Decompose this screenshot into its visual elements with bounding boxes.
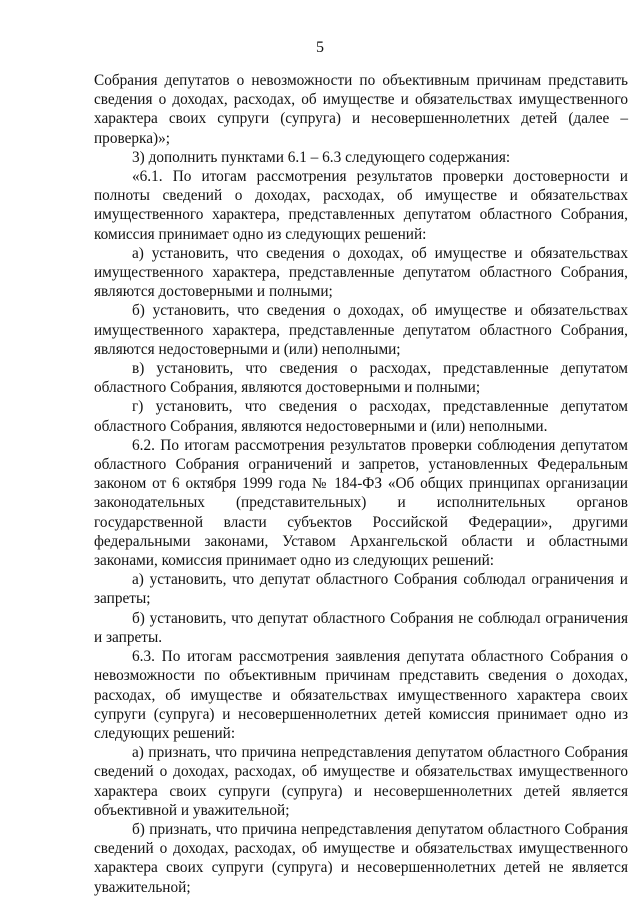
paragraph-6-2-a: а) установить, что депутат областного Собрания соблюдал ограничения и запреты; [94, 571, 628, 608]
paragraph-6-2: 6.2. По итогам рассмотрения результатов проверки соблюдения депутатом областного Собрания ограничений и запретов, установленных Федеральным законом от 6 октября 1999 года № 184-ФЗ «Об общих принципах организации законодательных (представительных) и исполнительных органов государственной власти субъектов Российской Федерации», другими федеральными законами, Уставом Архангельской области и областными законами, комиссия принимает одно из следующих решений: [94, 436, 628, 570]
paragraph-6-3-a: а) признать, что причина непредставления депутатом областного Собрания сведений о доходах, расходах, об имуществе и обязательствах имущественного характера своих супруги (супруга) и несовершеннолетних детей является объективной и уважительной; [94, 744, 628, 819]
paragraph-6-1-g: г) установить, что сведения о расходах, представленные депутатом областного Собрания, являются недостоверными и (или) неполными. [94, 398, 628, 435]
paragraph-6-3-b: б) признать, что причина непредставления депутатом областного Собрания сведений о доходах, расходах, об имуществе и обязательствах имущественного характера своих супруги (супруга) и несовершеннолетних детей не является уважительной; [94, 820, 628, 896]
document-body [94, 71, 628, 897]
paragraph-6-1: «6.1. По итогам рассмотрения результатов проверки достоверности и полноты сведений о доходах, расходах, об имуществе и обязательствах имущественного характера, представленных депутатом областного Собрания, комиссия принимает одно из следующих решений: [94, 168, 628, 243]
paragraph-6-1-a: а) установить, что сведения о доходах, об имуществе и обязательствах имущественного характера, представленные депутатом областного Собрания, являются достоверными и полными; [94, 244, 628, 301]
paragraph-6-3: 6.3. По итогам рассмотрения заявления депутата областного Собрания о невозможности по объективным причинам представить сведения о доходах, расходах, об имуществе и обязательствах имущественного характера своих супруги (супруга) и несовершеннолетних детей комиссия принимает одно из следующих решений: [94, 648, 628, 742]
paragraph-item-3: 3) дополнить пунктами 6.1 – 6.3 следующего содержания: [132, 148, 511, 166]
paragraph-6-1-v: в) установить, что сведения о расходах, представленные депутатом областного Собрания, являются достоверными и полными; [94, 360, 628, 397]
page-number: 5 [316, 39, 324, 56]
paragraph-continuation: Собрания депутатов о невозможности по объективным причинам представить сведения о доходах, расходах, об имуществе и обязательствах имущественного характера своих супруги (супруга) и несовершеннолетних детей (далее – проверка)»; [94, 72, 628, 147]
paragraph-6-1-b: б) установить, что сведения о доходах, об имуществе и обязательствах имущественного характера, представленные депутатом областного Собрания, являются недостоверными и (или) неполными; [94, 302, 628, 358]
paragraph-6-2-b: б) установить, что депутат областного Собрания не соблюдал ограничения и запреты. [94, 609, 628, 646]
